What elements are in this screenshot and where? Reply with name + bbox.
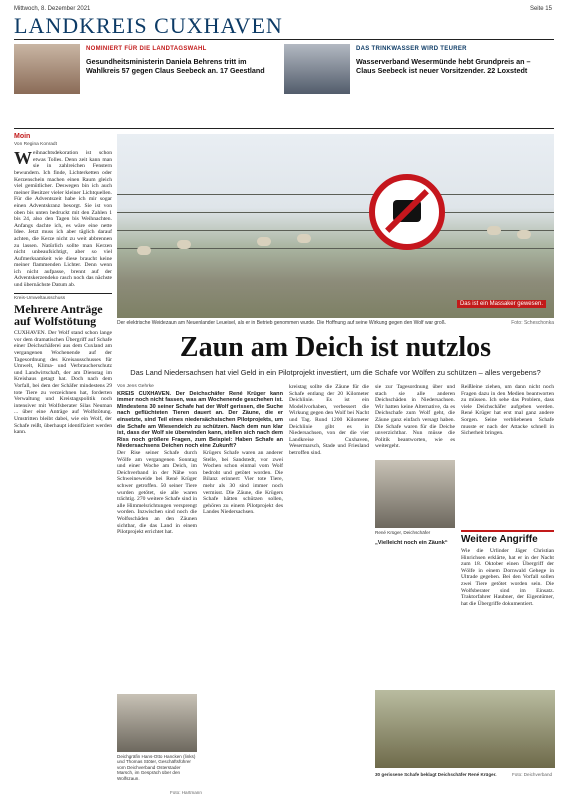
main-photo [117,134,554,318]
moin-body [14,150,112,288]
page-number: Seite 15 [529,6,552,12]
teaser-kicker: NOMINIERT FÜR DIE LANDTAGSWAHL [86,46,207,52]
teaser-text-line-2: Wahlkreis 57 gegen Claus Seebeck an. 17 Geestland [86,66,265,75]
article-column-1: Der Rise seiner Schafe durch Wölfe am vergangenen Sonntag und einer Woche am Deich, im Deichverband in der Nähe von Schweineweide bei René Krüger schwer getroffen. 50 seiner Tiere wurden getötet, sie alle waren trächtig. 270 weitere Schafe sind in alle Himmelsrichtungen versprengt worden. Inzwischen sind noch die Wolfsschäden an den Zäunen sichtbar, die das Land in einem Pilotprojekt errichtet hat. [117,450,197,536]
divider [14,128,554,129]
article-lead: KREIS CUXHAVEN. Der Deichschäfer René Krüger kann immer noch nicht fassen, was am Wochenende geschehen ist. Mindestens 30 seiner Schafe hat der Wolf gerissen, die Suche nach geflüchteten Tieren dauert an. Der Zäune, die er einsetzte, sind Teil eines niedersächsischen Pilotprojekts, um die Schafe am Wiesendeich zu schützen. Nach dem nun klar ist, dass der Wolf sie überwinden kann, stellen sich nach dem Riss noch größere Fragen, zum Beispiel: Haben Schafe an Niedersachsens Deichen noch eine Zukunft? [117,390,283,450]
fence-wire [117,212,554,213]
article-column-5: Reißleine ziehen, um dann nicht noch Fragen dazu in den Medien beantworten zu müssen. Ich sehe das Problem, dass viele Deichschäfer aufgeben werden. René Krüger hat erst mal ganz andere Sorgen. Seine verbliebenen Schafe musste er nach der Attacke schnell in Sicherheit bringen. [461,384,554,437]
photo-caption [117,320,554,326]
sheep [137,246,151,255]
fence-wire [117,194,554,195]
section-title: LANDKREIS CUXHAVEN [14,13,283,38]
sheep [297,234,311,243]
sidebar-heading: Weitere Angriffe [461,530,554,545]
dead-sheep-credit: Foto: Deichverband [512,772,553,777]
photo-caption-text: Der elektrische Weidezaun am Neuenlander Leueisel, als er in Betrieb genommen wurde. Die Hoffnung auf seine Wirkung gegen den Wolf war groß. [117,320,447,326]
dead-sheep-caption: 30 gerissene Schafe beklagt Deichschäfer René Krüger. [375,772,497,777]
lower-left-body: CUXHAVEN. Der Wolf stand schon lange vor dem dramatischen Übergriff auf Schafe einer Deichschäferei aus dem Cuxland am vergangenen Wochenende auf der Tagesordnung des Kreisausschusses für Umwelt, Klima- und Verbraucherschutz und Landwirtschaft, der am Dienstag im Kreishaus getagt hat. Doch nach dem Vorfall, bei dem der Schäfer mindestens 29 tote Tiere zu verzeichnen hat, forderten Verwaltung und Kreistagspolitik noch intensiver mit Wolfsberater Silas Neuman ... über eine Anträge auf Wolfstötung. Umstritten bleibt dabei, wie ein Wolf, der Schafe reißt, überhaupt identifiziert werden kann. [14,330,112,436]
article-column-4b [375,540,455,547]
teaser-group-image [284,44,350,94]
teaser-trinkwasser[interactable] [284,44,554,94]
sidebar-body: Wie die Urlinder Jäger Christian Hinrichsen erklärte, hat er in der Nacht zum 18. Oktober einen Übergriff der Wölfe in einem Dornwald Gehege in Ultrade gegeben. Bei den Vorfall sollen zwei Tiere getötet worden sein. Die Wolfsberater sind im Einsatz. Traktorfahrer Haubner, der Eigentümer, hat die Übergriffe dokumentiert. [461,548,554,607]
article-column-2: Krügers Schafe waren an anderer Stelle, bei Sandstedt, vor zwei Wochen schon einmal vom Wolf bedroht und getötet worden. Die Bilanz erinnert: Vier tote Tiere, mehr als 30 sind immer noch vermisst. Die Zäune, die Krügers Schafe hätten schützen sollen, gehören zu einem Pilotprojekt des Landes Niedersachsen. [203,450,283,516]
sheep [177,240,191,249]
interview-photo [375,460,455,528]
sheep [517,230,531,239]
moin-heading: Moin [14,133,31,140]
lower-left-label: Kreis-Umweltausschuss [14,293,112,303]
teaser-text-line-1: Gesundheitsministerin Daniela Behrens tritt im [86,57,247,66]
teaser-text-line-1: Wasserverband Wesermünde hebt Grundpreis an – [356,57,531,66]
quote-teaser[interactable]: Das ist ein Massaker gewesen. [457,300,546,308]
article-headline: Zaun am Deich ist nutzlos [179,332,492,363]
article-subline: Das Land Niedersachsen hat viel Geld in ein Pilotprojekt investiert, um die Schafe vor Wölfen zu schützen – alles vergebens? [130,368,541,377]
inline-subheading: „Vielleicht noch ein Zäunk“ [375,540,448,546]
deichgraf-credit: Foto: Hartmann [170,790,202,795]
sheep [487,226,501,235]
teaser-text-line-2: Claus Seebeck ist neuer Vorsitzender. 22 Loxstedt [356,66,528,75]
teaser-kicker: DAS TRINKWASSER WIRD TEURER [356,46,467,52]
dead-sheep-photo [375,690,555,768]
prohibition-bar [385,189,429,233]
article-column-3: kreistag sollte die Zäune für die Schafe entlang der 20 Kilometer Deichlinie. Es ist ein Modellvorhaben, verbessert die Wirkung gegen den Wolf bei Nacht und Tag. Rund 1200 Kilometer Deichlinie gibt es in Niedersachsen, von der die vier Landkreise Cuxhaven, Wesermarsch, Stade und Friesland betroffen sind. [289,384,369,456]
teaser-landtagswahl[interactable] [14,44,276,94]
photo-credit: Foto: Scheschonka [511,320,554,326]
section-masthead [14,13,554,40]
issue-date: Mittwoch, 8. Dezember 2021 [14,6,91,12]
interview-caption: René Krüger, Deichschäfer [375,530,431,535]
deichgraf-photo [117,694,197,752]
article-column-4: sie zur Tagesordnung über und stach sie alle anderen Deichschäden in Niedersachsen. Wir hatten keine Alternative, da es Deichschafe zum Wolf geht, die Zäune ganz einfach versagt haben. Die Schafe waren für die Deiche unverzichtbar. Nun müsse die Politik beantworten, wie es weitergeht. [375,384,455,450]
article-byline: Von Jens Gehrke [117,384,154,389]
moin-byline: Von Regina Konradt [14,141,57,147]
sheep [257,237,271,246]
deichgraf-caption: Deichgräfin Hans-Otto Hancken (links) und Thomas Stöter, Geschäftsführer vom Deichverband Osterstader Marsch, im Gespräch über den Wolfszaun. [117,754,196,781]
article-lead-block [117,384,283,450]
teaser-portrait-image [14,44,80,94]
moin-dropcap: W [14,148,32,169]
moin-text: eihnachtsdekoration ist schon etwas Tolles. Denn zeit kann man sie in zahlreichen Fenstern bewundern. Ich finde, Lichterketten oder Kerzenschein machen einen Raum gleich viel gemütlicher. Deswegen bin ich auch meiner Besitzer vieler kleiner Lichtquellen. Für die Adventszeit habe ich mir sogar einen Adventskranz besorgt. Sie ist von oben bis unten bedruckt mit den Zahlen 1 bis 24, also den Tagen bis Weihnachten. Anfangs dachte ich, es wäre eine nette Idee. Jetzt muss ich aber täglich darauf achten, die Kerze nicht zu weit abbrennen zu lassen. Natürlich sollte man Kerzen nicht unbeaufsichtigt, aber so viel Aufmerksamkeit wie diese braucht keine meiner flammenden Lichter. Denn wenn ich nicht aufpasse, brennt auf der Adventskerzendeko rasch noch das nächste und übernächste Datum ab. [14,150,112,289]
left-column [14,134,112,774]
no-dogs-sign-icon [369,174,445,250]
lower-left-headline: Mehrere Anträge auf Wolfstötung [14,302,103,329]
